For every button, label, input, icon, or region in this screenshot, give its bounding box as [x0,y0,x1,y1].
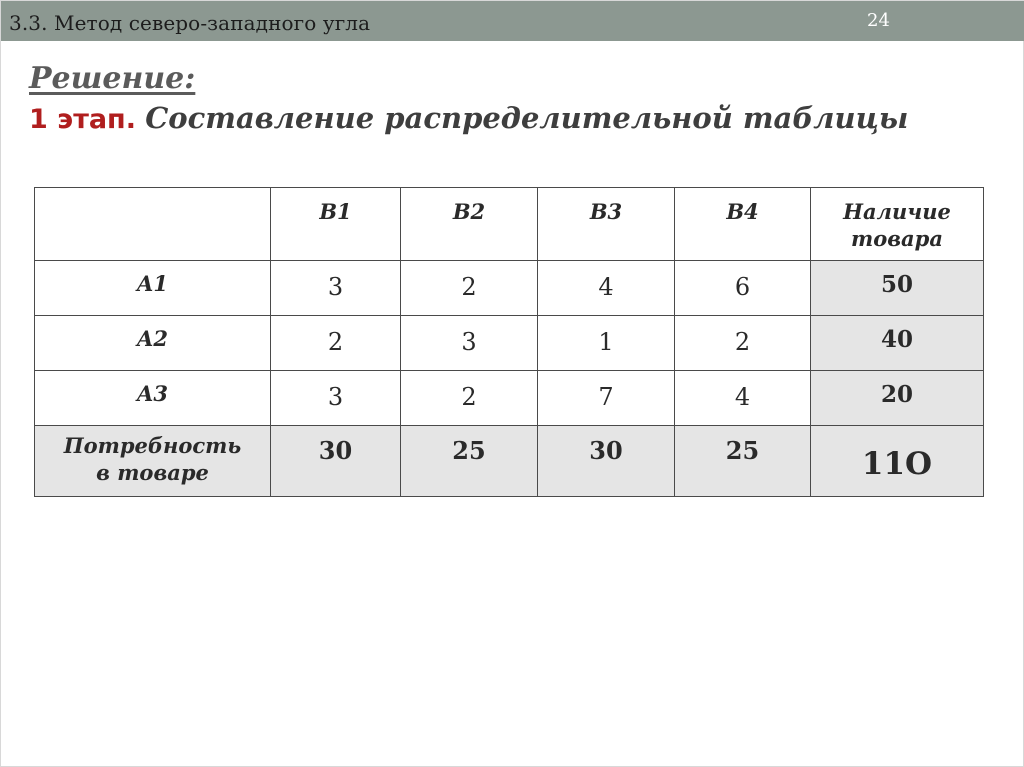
table-row [35,371,984,426]
cost-cell: 6 [675,261,811,316]
demand-cell: 30 [271,426,401,497]
page-number: 24 [867,10,890,31]
solution-heading: Решение: [29,61,196,96]
row-label-a1: A1 [35,261,271,316]
table-row [35,316,984,371]
column-header-b1: B1 [271,188,401,261]
total-cell: 11O [811,426,984,497]
demand-cell: 25 [401,426,538,497]
section-title: Метод северо-западного угла [54,11,371,35]
demand-label [35,426,271,497]
cost-cell: 2 [675,316,811,371]
cost-cell: 3 [271,371,401,426]
section-number: 3.3. [9,11,48,35]
supply-cell: 40 [811,316,984,371]
cost-cell: 2 [401,371,538,426]
demand-label-line2: в товаре [96,460,209,485]
supply-header-line1: Наличие [843,199,951,224]
cost-cell: 1 [538,316,675,371]
cost-cell: 4 [675,371,811,426]
table-header-row [35,188,984,261]
supply-cell: 50 [811,261,984,316]
header-bar [1,1,1024,41]
distribution-table [34,187,984,497]
cost-cell: 3 [271,261,401,316]
stage-label: 1 этап. [29,104,136,135]
demand-row [35,426,984,497]
supply-header [811,188,984,261]
column-header-b4: B4 [675,188,811,261]
cost-cell: 7 [538,371,675,426]
stage-heading [29,101,908,135]
supply-header-line2: товара [851,226,943,251]
demand-cell: 30 [538,426,675,497]
column-header-b2: B2 [401,188,538,261]
row-label-a2: A2 [35,316,271,371]
cost-cell: 2 [271,316,401,371]
demand-cell: 25 [675,426,811,497]
cost-cell: 2 [401,261,538,316]
stage-title: Составление распределительной таблицы [145,101,909,135]
corner-cell [35,188,271,261]
demand-label-line1: Потребность [63,433,242,458]
supply-cell: 20 [811,371,984,426]
row-label-a3: A3 [35,371,271,426]
cost-cell: 4 [538,261,675,316]
column-header-b3: B3 [538,188,675,261]
table-row [35,261,984,316]
cost-cell: 3 [401,316,538,371]
slide-section-title [9,11,370,35]
